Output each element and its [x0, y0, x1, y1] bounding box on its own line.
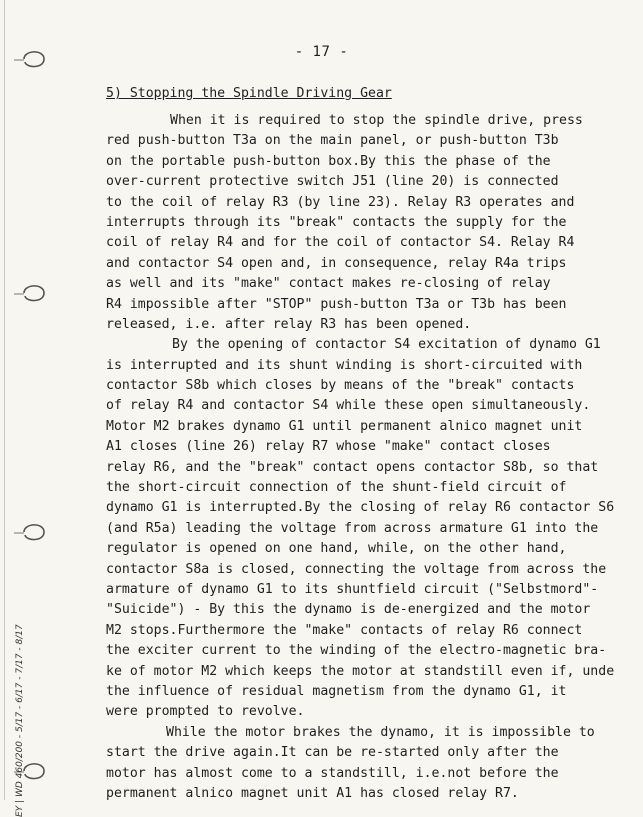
text-line: permanent alnico magnet unit A1 has closed relay R7. [106, 785, 519, 801]
text-line: is interrupted and its shunt winding is short-circuited with [106, 357, 583, 373]
text-line: coil of relay R4 and for the coil of contactor S4. Relay R4 [106, 235, 575, 251]
text-line: contactor S8a is closed, connecting the voltage from across the [106, 561, 607, 577]
text-line: to the coil of relay R3 (by line 23). Relay R3 operates and [106, 194, 575, 210]
text-line: on the portable push-button box.By this the phase of the [106, 153, 551, 169]
text-line: red push-button T3a on the main panel, or push-button T3b [106, 133, 559, 149]
margin-handwritten-note: EY | WD 460/200 - 5/17 - 6/17 - 7/17 - 8/17 [15, 624, 25, 817]
text-line: and contactor S4 open and, in consequence, relay R4a trips [106, 255, 567, 271]
text-line: M2 stops.Furthermore the "make" contacts of relay R6 connect [106, 622, 583, 638]
text-line: the short-circuit connection of the shunt-field circuit of [106, 480, 567, 496]
text-line: R4 impossible after "STOP" push-button T3a or T3b has been [106, 296, 567, 312]
text-line: dynamo G1 is interrupted.By the closing of relay R6 contactor S6 [106, 500, 615, 516]
text-line: A1 closes (line 26) relay R7 whose "make" contact closes [106, 439, 551, 455]
text-line: as well and its "make" contact makes re-closing of relay [106, 276, 551, 292]
text-line: released, i.e. after relay R3 has been opened. [106, 316, 472, 332]
text-line: regulator is opened on one hand, while, on the other hand, [106, 541, 567, 557]
text-line: Motor M2 brakes dynamo G1 until permanent alnico magnet unit [106, 418, 583, 434]
text-line: contactor S8b which closes by means of the "break" contacts [106, 378, 575, 394]
text-line: "Suicide") - By this the dynamo is de-energized and the motor [106, 602, 591, 618]
body-text [106, 111, 616, 804]
page-number: - 17 - [294, 44, 349, 60]
text-line: over-current protective switch J51 (line 20) is connected [106, 174, 559, 190]
text-line: When it is required to stop the spindle drive, press [170, 113, 583, 128]
text-line: (and R5a) leading the voltage from across armature G1 into the [106, 520, 599, 536]
text-line: interrupts through its "break" contacts the supply for the [106, 214, 567, 230]
section-heading: 5) Stopping the Spindle Driving Gear [106, 86, 392, 101]
text-line: the exciter current to the winding of the electro-magnetic bra- [106, 643, 607, 659]
text-line: relay R6, and the "break" contact opens contactor S8b, so that [106, 459, 599, 475]
text-line: While the motor brakes the dynamo, it is impossible to [166, 724, 595, 740]
text-line: start the drive again.It can be re-started only after the [106, 745, 559, 761]
page-edge-rule [4, 0, 5, 800]
text-line: By the opening of contactor S4 excitation of dynamo G1 [172, 337, 601, 353]
text-line: motor has almost come to a standstill, i.e.not before the [106, 765, 559, 781]
binder-hole-icon [14, 280, 48, 306]
text-line: of relay R4 and contactor S4 while these open simultaneously. [106, 398, 591, 414]
text-line: armature of dynamo G1 to its shuntfield circuit ("Selbstmord"- [106, 581, 599, 597]
text-line: the influence of residual magnetism from the dynamo G1, it [106, 683, 567, 699]
binder-hole-icon [14, 519, 48, 545]
text-line: ke of motor M2 which keeps the motor at standstill even if, unde [106, 663, 615, 679]
text-line: were prompted to revolve. [106, 704, 305, 720]
